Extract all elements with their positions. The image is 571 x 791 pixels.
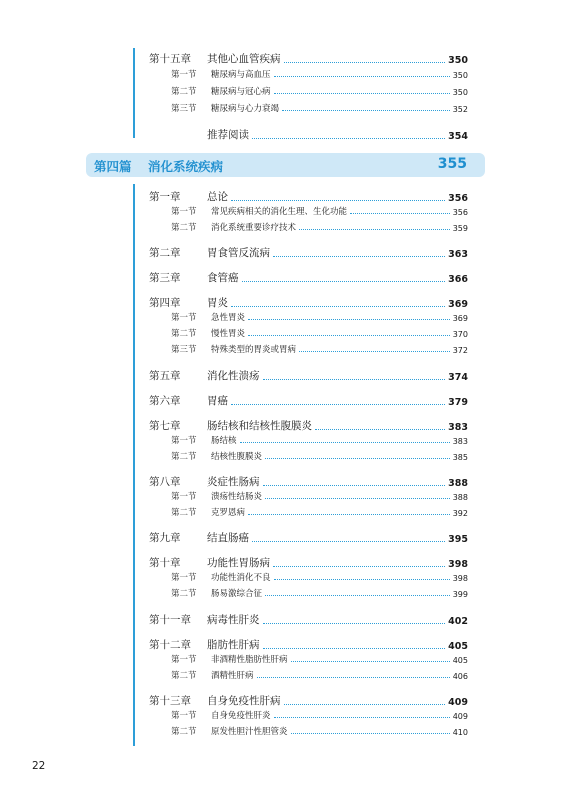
toc-page: 350	[452, 88, 468, 97]
toc-leader	[350, 213, 450, 214]
toc-label	[171, 669, 254, 681]
toc-section[interactable]	[171, 669, 468, 681]
toc-number: 第三节	[171, 104, 197, 114]
toc-chapter[interactable]	[149, 530, 468, 545]
toc-label	[149, 637, 260, 652]
toc-number: 第二节	[171, 87, 197, 97]
toc-title: 急性胃炎	[211, 313, 246, 324]
toc-section[interactable]	[171, 311, 468, 323]
toc-title: 糖尿病与心力衰竭	[211, 104, 280, 114]
toc-section[interactable]	[171, 221, 468, 233]
toc-number: 第六章	[149, 394, 181, 407]
toc-section[interactable]	[171, 571, 468, 583]
toc-label	[171, 68, 271, 80]
toc-page: 398	[452, 574, 468, 584]
toc-page: 395	[448, 534, 468, 546]
toc-page: 356	[452, 208, 468, 217]
toc-page: 385	[452, 452, 468, 462]
toc-page: 350	[448, 55, 468, 66]
toc-number: 第二节	[171, 589, 197, 600]
toc-number: 第二节	[171, 223, 197, 233]
toc-leader	[284, 704, 446, 705]
toc-title: 糖尿病与冠心病	[211, 87, 271, 97]
toc-section[interactable]	[171, 327, 468, 339]
toc-label	[171, 490, 262, 502]
toc-title: 肠易激综合征	[211, 589, 263, 600]
toc-leader	[263, 623, 446, 624]
toc-rule-main	[133, 184, 135, 746]
toc-page: 383	[452, 436, 468, 446]
toc-title: 慢性胃炎	[211, 329, 246, 340]
toc-label	[149, 612, 260, 627]
toc-leader	[273, 566, 445, 567]
toc-number: 第一节	[171, 654, 197, 665]
part-label: 第四篇	[94, 159, 132, 174]
toc-label	[149, 127, 249, 142]
toc-number: 第十章	[149, 557, 181, 570]
toc-title: 自身免疫性肝病	[207, 694, 281, 707]
toc-number: 第十三章	[149, 694, 191, 707]
toc-number: 第九章	[149, 532, 181, 545]
toc-leader	[242, 281, 446, 282]
toc-section[interactable]	[171, 506, 468, 518]
toc-number: 第一节	[171, 491, 197, 502]
toc-title: 消化系统重要诊疗技术	[211, 223, 297, 233]
toc-title: 其他心血管疾病	[207, 53, 281, 65]
toc-section[interactable]	[171, 709, 468, 721]
toc-title: 溃疡性结肠炎	[211, 491, 263, 502]
toc-label	[171, 709, 271, 721]
toc-leader	[252, 138, 445, 139]
toc-number: 第二节	[171, 507, 197, 518]
toc-page: 383	[448, 421, 468, 433]
toc-page: 406	[452, 671, 468, 681]
toc-label	[171, 506, 245, 518]
toc-chapter[interactable]	[149, 51, 468, 66]
toc-label	[149, 270, 239, 285]
toc-leader	[284, 62, 446, 63]
toc-number: 第十二章	[149, 638, 191, 651]
toc-leader	[299, 351, 450, 352]
toc-number: 第十一章	[149, 613, 191, 626]
toc-chapter[interactable]	[149, 127, 468, 142]
toc-number: 第二节	[171, 726, 197, 737]
toc-title: 食管癌	[207, 272, 239, 285]
toc-page: 409	[452, 711, 468, 721]
toc-page: 350	[452, 71, 468, 80]
toc-title: 常见疾病相关的消化生理、生化功能	[211, 207, 348, 217]
toc-label	[171, 102, 279, 114]
toc-number: 第二章	[149, 247, 181, 260]
toc-title: 推荐阅读	[207, 129, 249, 141]
toc-title: 炎症性肠病	[207, 475, 260, 488]
toc-label	[149, 418, 312, 433]
toc-page: 363	[448, 249, 468, 261]
toc-title: 总论	[207, 191, 228, 203]
toc-section[interactable]	[171, 725, 468, 737]
toc-page: 402	[448, 615, 468, 627]
toc-number: 第一节	[171, 70, 197, 80]
toc-page: 369	[452, 314, 468, 324]
toc-page: 369	[448, 299, 468, 311]
toc-leader	[265, 498, 450, 499]
toc-label	[171, 205, 347, 217]
page-number: 22	[32, 760, 46, 772]
toc-section[interactable]	[171, 343, 468, 355]
toc-number: 第七章	[149, 419, 181, 432]
toc-label	[171, 343, 296, 355]
toc-leader	[291, 733, 450, 734]
toc-chapter[interactable]	[149, 295, 468, 310]
toc-number: 第二节	[171, 329, 197, 340]
toc-number: 第一章	[149, 191, 181, 203]
toc-section[interactable]	[171, 587, 468, 599]
toc-title: 胃食管反流病	[207, 247, 270, 260]
toc-label	[149, 295, 228, 310]
toc-section[interactable]	[171, 434, 468, 446]
toc-page: 379	[448, 396, 468, 408]
toc-number: 第三章	[149, 272, 181, 285]
toc-chapter[interactable]	[149, 270, 468, 285]
toc-leader	[252, 541, 445, 542]
toc-title: 胃炎	[207, 297, 228, 310]
toc-section[interactable]	[171, 68, 468, 80]
toc-number: 第一节	[171, 313, 197, 324]
toc-title: 脂肪性肝病	[207, 638, 260, 651]
toc-section[interactable]	[171, 85, 468, 97]
toc-leader	[263, 485, 446, 486]
toc-label	[149, 189, 228, 204]
toc-section[interactable]	[171, 205, 468, 217]
toc-page: 372	[452, 346, 468, 356]
toc-label	[171, 653, 288, 665]
toc-label	[171, 85, 271, 97]
toc-chapter[interactable]	[149, 368, 468, 383]
toc-title: 肠结核和结核性腹膜炎	[207, 419, 312, 432]
toc-label	[171, 327, 245, 339]
toc-leader	[274, 717, 450, 718]
toc-label	[171, 221, 296, 233]
toc-leader	[248, 335, 450, 336]
toc-label	[171, 450, 262, 462]
toc-title: 特殊类型的胃炎或胃病	[211, 345, 297, 356]
toc-page: 370	[452, 330, 468, 340]
toc-leader	[231, 306, 445, 307]
toc-section[interactable]	[171, 490, 468, 502]
toc-leader	[315, 429, 445, 430]
toc-chapter[interactable]	[149, 418, 468, 433]
toc-title: 糖尿病与高血压	[211, 70, 271, 80]
toc-label	[149, 245, 270, 260]
toc-leader	[265, 458, 450, 459]
toc-title: 功能性胃肠病	[207, 557, 270, 570]
toc-page: 405	[448, 640, 468, 652]
toc-page: 388	[452, 492, 468, 502]
toc-leader	[248, 319, 450, 320]
toc-page: 410	[452, 727, 468, 737]
toc-chapter[interactable]	[149, 474, 468, 489]
part-banner	[86, 153, 485, 177]
toc-section[interactable]	[171, 102, 468, 114]
toc-leader	[274, 579, 450, 580]
toc-chapter[interactable]	[149, 393, 468, 408]
toc-leader	[282, 110, 450, 111]
toc-label	[171, 311, 245, 323]
toc-number: 第四章	[149, 297, 181, 310]
toc-title: 胃癌	[207, 394, 228, 407]
part-page: 355	[437, 156, 467, 172]
toc-title: 消化性溃疡	[207, 369, 260, 382]
toc-label	[149, 51, 281, 66]
toc-number: 第一节	[171, 435, 197, 446]
toc-chapter[interactable]	[149, 612, 468, 627]
toc-chapter[interactable]	[149, 245, 468, 260]
toc-label	[149, 555, 270, 570]
toc-page: 374	[448, 371, 468, 383]
toc-page: 359	[452, 224, 468, 233]
toc-number: 第十五章	[149, 53, 191, 65]
toc-label	[171, 434, 237, 446]
toc-label	[149, 393, 228, 408]
toc-number: 第一节	[171, 207, 197, 217]
toc-title: 克罗恩病	[211, 507, 246, 518]
toc-leader	[263, 379, 446, 380]
toc-number: 第一节	[171, 710, 197, 721]
toc-leader	[231, 404, 445, 405]
toc-title: 非酒精性脂肪性肝病	[211, 654, 288, 665]
toc-title: 原发性胆汁性胆管炎	[211, 726, 288, 737]
toc-leader	[274, 76, 450, 77]
toc-number: 第五章	[149, 369, 181, 382]
toc-chapter[interactable]	[149, 555, 468, 570]
toc-leader	[257, 677, 450, 678]
toc-leader	[265, 595, 450, 596]
toc-chapter[interactable]	[149, 189, 468, 204]
toc-label	[149, 474, 260, 489]
toc-page: 388	[448, 477, 468, 489]
toc-page: 409	[448, 696, 468, 708]
toc-page: 398	[448, 559, 468, 571]
part-title: 消化系统疾病	[148, 159, 224, 174]
toc-number: 第二节	[171, 451, 197, 462]
toc-title: 病毒性肝炎	[207, 613, 260, 626]
toc-label	[171, 571, 271, 583]
toc-title: 酒精性肝病	[211, 670, 254, 681]
toc-title: 自身免疫性肝炎	[211, 710, 271, 721]
toc-leader	[291, 661, 450, 662]
toc-leader	[299, 229, 450, 230]
toc-page: 392	[452, 508, 468, 518]
toc-label	[149, 368, 260, 383]
toc-section[interactable]	[171, 450, 468, 462]
toc-page: 366	[448, 274, 468, 286]
toc-chapter[interactable]	[149, 637, 468, 652]
toc-section[interactable]	[171, 653, 468, 665]
toc-leader	[273, 256, 445, 257]
toc-label	[149, 693, 281, 708]
toc-leader	[231, 200, 445, 201]
toc-number: 第二节	[171, 670, 197, 681]
toc-leader	[263, 648, 446, 649]
toc-chapter[interactable]	[149, 693, 468, 708]
toc-leader	[240, 442, 450, 443]
toc-number: 第八章	[149, 475, 181, 488]
toc-leader	[274, 93, 450, 94]
toc-number: 第三节	[171, 345, 197, 356]
toc-leader	[248, 514, 450, 515]
toc-label	[171, 725, 288, 737]
toc-title: 结核性腹膜炎	[211, 451, 263, 462]
toc-page: 356	[448, 193, 468, 204]
toc-page: 354	[448, 131, 468, 142]
toc-title: 结直肠癌	[207, 532, 249, 545]
toc-label	[149, 530, 249, 545]
toc-page: 399	[452, 590, 468, 600]
toc-title: 肠结核	[211, 435, 237, 446]
toc-number: 第一节	[171, 573, 197, 584]
toc-page: 352	[452, 105, 468, 114]
toc-title: 功能性消化不良	[211, 573, 271, 584]
toc-rule-top	[133, 48, 135, 138]
toc-page: 405	[452, 655, 468, 665]
toc-label	[171, 587, 262, 599]
